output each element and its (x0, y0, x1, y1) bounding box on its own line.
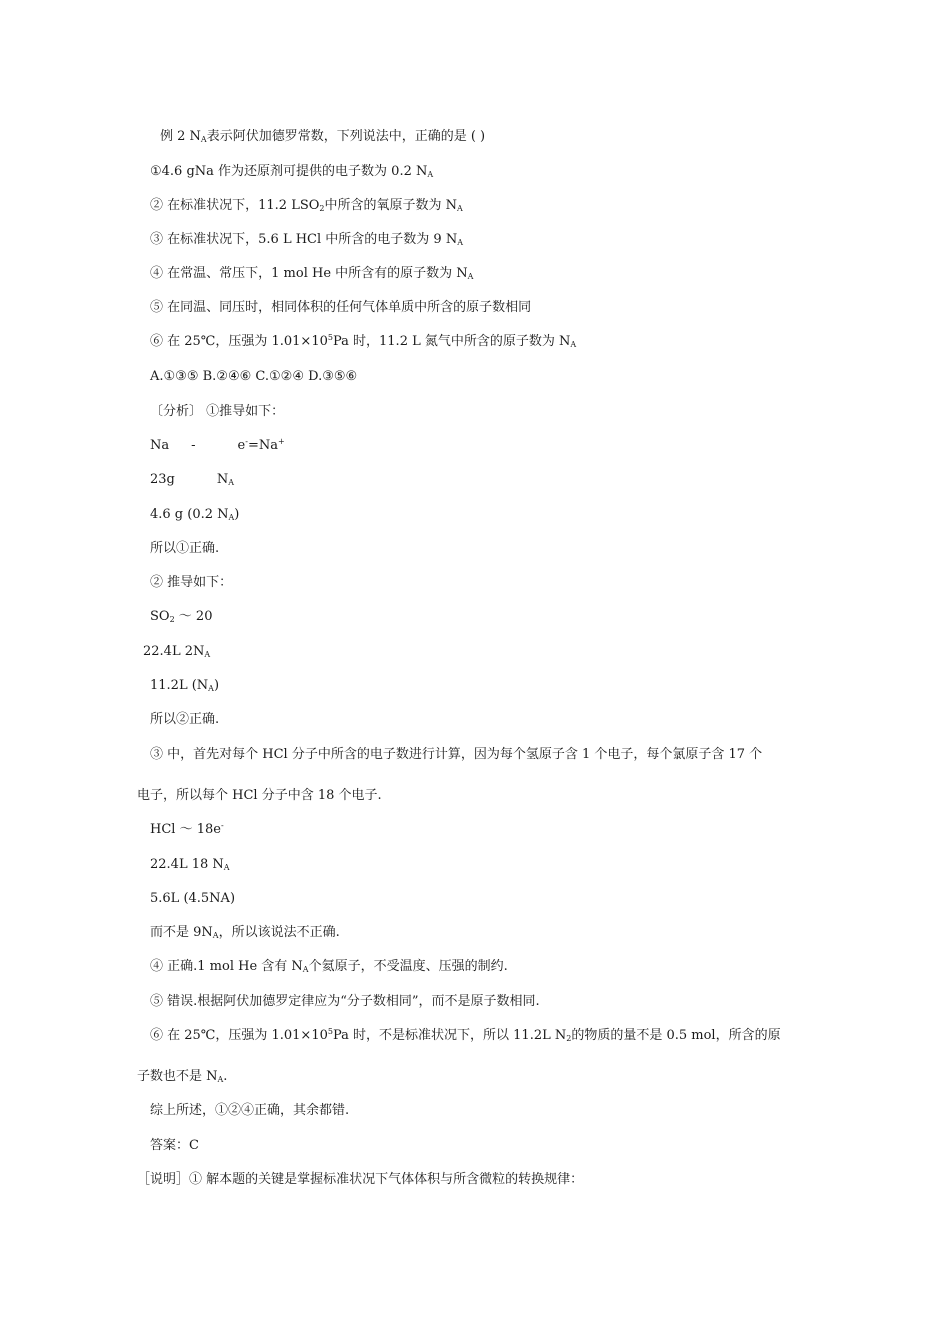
derivation-4-text: ④ 正确.1 mol He 含有 N (150, 959, 303, 974)
na-element: Na (150, 438, 170, 453)
option-6-text-cont: Pa 时，11.2 L 氮气中所含的原子数为 N (332, 334, 571, 349)
na-subscript: A (212, 931, 219, 940)
answer-choices: A.①③⑤ B.②④⑥ C.①②④ D.③⑤⑥ (150, 369, 358, 384)
n2-subscript: 2 (566, 1034, 572, 1043)
conclusion-1-line (150, 540, 219, 558)
so2-subscript: 2 (319, 204, 325, 213)
na-symbol: N (189, 129, 201, 144)
derivation-5-line (150, 993, 540, 1011)
note-line (137, 1171, 583, 1189)
derivation-3-paragraph-cont: 电子，所以每个 HCl 分子中含 18 个电子. (137, 788, 382, 803)
derivation-3-para-line-1 (150, 746, 762, 764)
mass-23g: 23g (150, 472, 175, 487)
option-2-text-cont: 中所含的氧原子数为 N (324, 198, 458, 213)
derivation-6-line-2-text: 子数也不是 N (137, 1069, 218, 1084)
analysis-heading: 〔分析〕 ①推导如下： (150, 404, 285, 419)
summary-text: 综上所述，①②④正确，其余都错. (150, 1103, 350, 1118)
note-text: ［说明］① 解本题的关键是掌握标准状况下气体体积与所含微粒的转换规律： (137, 1172, 584, 1187)
derivation-6-line-2 (137, 1068, 227, 1086)
derivation-3-result-line (150, 890, 235, 908)
volume-22-4l: 22.4L 2N (143, 644, 205, 659)
na-subscript: A (228, 478, 235, 487)
not-9na-text: 而不是 9N (150, 925, 213, 940)
derivation-3-conclusion-line (150, 924, 340, 942)
conclusion-1: 所以①正确. (150, 541, 220, 556)
exponent-5: 5 (327, 333, 333, 342)
option-1-line (150, 163, 433, 181)
option-2-line (150, 197, 463, 215)
example-label: 例 2 (160, 129, 190, 144)
na-subscript: A (228, 513, 235, 522)
na-subscript: A (570, 340, 577, 349)
na-subscript: A (217, 1075, 224, 1084)
option-6-line (150, 333, 576, 351)
option-4-text: ④ 在常温、常压下，1 mol He 中所含有的原子数为 N (150, 266, 468, 281)
derivation-3-paragraph: ③ 中，首先对每个 HCl 分子中所含的电子数进行计算，因为每个氢原子含 1 个电子，每个氯原子含 17 个 (150, 747, 763, 762)
close-paren: ) (234, 507, 240, 522)
analysis-head-line (150, 403, 284, 421)
conclusion-2: 所以②正确. (150, 712, 220, 727)
option-3-text: ③ 在标准状况下，5.6 L HCl 中所含的电子数为 9 N (150, 232, 458, 247)
option-2-text: ② 在标准状况下，11.2 LSO (150, 198, 320, 213)
option-1-text: ①4.6 gNa 作为还原剂可提供的电子数为 0.2 N (150, 164, 428, 179)
electron-symbol: e (237, 438, 246, 453)
answer-line (150, 1137, 199, 1155)
conclusion-2-line (150, 711, 219, 729)
choices-line (150, 368, 357, 386)
derivation-6-text-end: 的物质的量不是 0.5 mol，所含的原 (571, 1028, 781, 1043)
derivation-3-volume-line (150, 856, 230, 874)
derivation-3-para-line-2 (137, 787, 382, 805)
derivation-2-volume-line (143, 643, 210, 661)
so2-subscript: 2 (169, 615, 175, 624)
derivation-1-equation (150, 437, 285, 455)
option-4-line (150, 265, 473, 283)
not-9na-text-cont: ，所以该说法不正确. (218, 925, 340, 940)
derivation-4-line (150, 958, 508, 976)
na-subscript: A (457, 204, 463, 213)
hcl-relation: HCl ～ 18e (150, 822, 221, 837)
derivation-6-line-1 (150, 1027, 781, 1045)
derivation-1-result-line (150, 506, 239, 524)
na-symbol: N (216, 472, 229, 487)
charge-minus: - (220, 821, 224, 830)
answer-text: 答案：C (150, 1138, 199, 1153)
derivation-6-text: ⑥ 在 25℃，压强为 1.01×10 (150, 1028, 328, 1043)
na-subscript: A (223, 863, 230, 872)
summary-line (150, 1102, 349, 1120)
na-subscript: A (302, 965, 309, 974)
na-ion: =Na (247, 438, 278, 453)
example-question-line (160, 128, 485, 146)
derivation-3-relation-line (150, 821, 224, 839)
option-5-text: ⑤ 在同温、同压时，相同体积的任何气体单质中所含的原子数相同 (150, 300, 532, 315)
charge-minus: - (245, 437, 248, 446)
derivation-2-heading: ② 推导如下： (150, 575, 233, 590)
derivation-2-relation-line (150, 608, 212, 626)
na-subscript: A (467, 272, 474, 281)
derivation-2-head-line (150, 574, 232, 592)
derivation-5-text: ⑤ 错误.根据阿伏加德罗定律应为“分子数相同”，而不是原子数相同. (150, 994, 540, 1009)
exponent-5: 5 (327, 1027, 333, 1036)
na-subscript: A (427, 170, 434, 179)
na-subscript: A (200, 135, 207, 144)
na-subscript: A (457, 238, 463, 247)
close-paren: ) (213, 678, 220, 693)
volume-11-2l: 11.2L (N (150, 678, 209, 693)
derivation-4-text-cont: 个氦原子，不受温度、压强的制约. (308, 959, 508, 974)
example-question-text: 表示阿伏加德罗常数，下列说法中，正确的是 ( ) (206, 129, 486, 144)
so2-relation: ～ 20 (174, 609, 213, 624)
na-subscript: A (208, 684, 214, 693)
minus-sign: - (191, 438, 196, 453)
period: . (223, 1069, 228, 1084)
derivation-2-result-line (150, 677, 219, 695)
option-5-line (150, 299, 531, 317)
volume-22-4l-18na: 22.4L 18 N (150, 857, 224, 872)
derivation-6-text-cont: Pa 时，不是标准状况下，所以 11.2L N (332, 1028, 567, 1043)
derivation-1-mass-line (150, 471, 234, 489)
option-3-line (150, 231, 463, 249)
na-subscript: A (204, 650, 211, 659)
option-6-text: ⑥ 在 25℃，压强为 1.01×10 (150, 334, 328, 349)
volume-5-6l: 5.6L (4.5NA) (150, 891, 236, 906)
so2-formula: SO (150, 609, 170, 624)
mass-4-6g: 4.6 g (0.2 N (150, 507, 229, 522)
charge-plus: + (277, 437, 285, 446)
